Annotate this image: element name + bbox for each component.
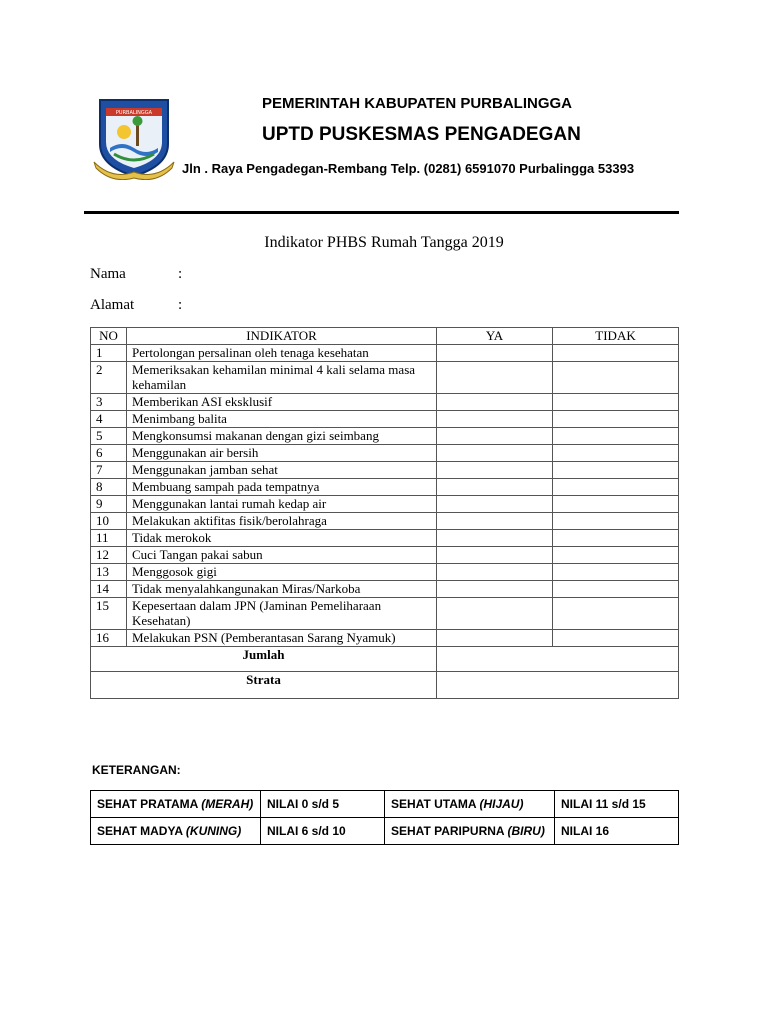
row-no: 15 (91, 598, 127, 630)
cell-tidak[interactable] (553, 411, 679, 428)
cell-ya[interactable] (437, 564, 553, 581)
cell-tidak[interactable] (553, 530, 679, 547)
legend-title: KETERANGAN: (92, 763, 181, 777)
row-no: 9 (91, 496, 127, 513)
cell-tidak[interactable] (553, 630, 679, 647)
legend-name: SEHAT MADYA (97, 824, 183, 838)
row-indikator: Tidak merokok (127, 530, 437, 547)
row-no: 5 (91, 428, 127, 445)
legend-name: SEHAT PRATAMA (97, 797, 198, 811)
strata-label: Strata (91, 672, 437, 699)
row-no: 2 (91, 362, 127, 394)
row-indikator: Membuang sampah pada tempatnya (127, 479, 437, 496)
row-no: 7 (91, 462, 127, 479)
cell-ya[interactable] (437, 462, 553, 479)
row-indikator: Tidak menyalahkangunakan Miras/Narkoba (127, 581, 437, 598)
row-no: 13 (91, 564, 127, 581)
cell-ya[interactable] (437, 428, 553, 445)
regency-logo (92, 96, 176, 180)
organization-name: UPTD PUSKESMAS PENGADEGAN (262, 124, 581, 145)
table-row (91, 462, 679, 479)
organization-address: Jln . Raya Pengadegan-Rembang Telp. (0281) 6591070 Purbalingga 53393 (182, 161, 635, 176)
cell-ya[interactable] (437, 445, 553, 462)
row-no: 16 (91, 630, 127, 647)
legend-name: SEHAT PARIPURNA (391, 824, 505, 838)
cell-tidak[interactable] (553, 362, 679, 394)
row-indikator: Cuci Tangan pakai sabun (127, 547, 437, 564)
header-divider (84, 211, 679, 214)
legend-value: NILAI 11 s/d 15 (555, 791, 679, 818)
cell-ya[interactable] (437, 394, 553, 411)
field-nama-separator: : (178, 266, 183, 282)
row-indikator: Menggosok gigi (127, 564, 437, 581)
table-row (91, 411, 679, 428)
table-row (91, 479, 679, 496)
row-no: 10 (91, 513, 127, 530)
cell-ya[interactable] (437, 345, 553, 362)
row-no: 4 (91, 411, 127, 428)
row-no: 12 (91, 547, 127, 564)
row-indikator: Memeriksakan kehamilan minimal 4 kali selama masa kehamilan (127, 362, 437, 394)
cell-tidak[interactable] (553, 581, 679, 598)
strata-value[interactable] (437, 672, 679, 699)
row-no: 1 (91, 345, 127, 362)
header-indikator: INDIKATOR (127, 328, 437, 345)
indicator-table (90, 327, 679, 699)
header-no: NO (91, 328, 127, 345)
row-no: 11 (91, 530, 127, 547)
cell-ya[interactable] (437, 598, 553, 630)
cell-ya[interactable] (437, 411, 553, 428)
legend-item-sehat-madya (91, 818, 261, 845)
table-row (91, 530, 679, 547)
table-row (91, 630, 679, 647)
row-no: 6 (91, 445, 127, 462)
legend-value: NILAI 0 s/d 5 (261, 791, 385, 818)
legend-table (90, 790, 679, 845)
legend-color: (HIJAU) (479, 797, 524, 811)
table-row (91, 581, 679, 598)
table-row (91, 345, 679, 362)
row-indikator: Menggunakan air bersih (127, 445, 437, 462)
cell-tidak[interactable] (553, 547, 679, 564)
field-nama-label: Nama (90, 266, 126, 282)
table-row (91, 394, 679, 411)
table-row (91, 362, 679, 394)
row-indikator: Melakukan aktifitas fisik/berolahraga (127, 513, 437, 530)
logo-text: PURBALINGGA (115, 110, 153, 116)
table-row (91, 445, 679, 462)
table-row (91, 564, 679, 581)
table-row (91, 547, 679, 564)
field-alamat (90, 297, 182, 314)
legend-color: (KUNING) (185, 824, 242, 838)
cell-ya[interactable] (437, 479, 553, 496)
row-indikator: Pertolongan persalinan oleh tenaga kesehatan (127, 345, 437, 362)
legend-row (91, 818, 679, 845)
cell-tidak[interactable] (553, 428, 679, 445)
cell-ya[interactable] (437, 581, 553, 598)
table-header-row (91, 328, 679, 345)
row-indikator: Kepesertaan dalam JPN (Jaminan Pemeliharaan Kesehatan) (127, 598, 437, 630)
field-alamat-label: Alamat (90, 297, 135, 313)
cell-ya[interactable] (437, 513, 553, 530)
cell-ya[interactable] (437, 547, 553, 564)
legend-value: NILAI 16 (555, 818, 679, 845)
legend-color: (BIRU) (507, 824, 545, 838)
cell-tidak[interactable] (553, 394, 679, 411)
cell-tidak[interactable] (553, 564, 679, 581)
cell-tidak[interactable] (553, 479, 679, 496)
legend-color: (MERAH) (201, 797, 254, 811)
table-row (91, 598, 679, 630)
field-nama (90, 266, 182, 283)
row-indikator: Memberikan ASI eksklusif (127, 394, 437, 411)
legend-item-sehat-pratama (91, 791, 261, 818)
legend-row (91, 791, 679, 818)
cell-tidak[interactable] (553, 513, 679, 530)
jumlah-value[interactable] (437, 647, 679, 672)
row-indikator: Menggunakan lantai rumah kedap air (127, 496, 437, 513)
strata-row (91, 672, 679, 699)
cell-ya[interactable] (437, 362, 553, 394)
table-row (91, 428, 679, 445)
row-indikator: Menggunakan jamban sehat (127, 462, 437, 479)
cell-tidak[interactable] (553, 462, 679, 479)
legend-value: NILAI 6 s/d 10 (261, 818, 385, 845)
jumlah-label: Jumlah (91, 647, 437, 672)
header-ya: YA (437, 328, 553, 345)
field-alamat-separator: : (178, 297, 183, 313)
form-title: Indikator PHBS Rumah Tangga 2019 (264, 234, 504, 251)
legend-name: SEHAT UTAMA (391, 797, 477, 811)
legend-item-sehat-utama (385, 791, 555, 818)
table-row (91, 513, 679, 530)
government-name: PEMERINTAH KABUPATEN PURBALINGGA (262, 95, 572, 112)
cell-tidak[interactable] (553, 598, 679, 630)
row-indikator: Melakukan PSN (Pemberantasan Sarang Nyamuk) (127, 630, 437, 647)
row-no: 8 (91, 479, 127, 496)
row-indikator: Mengkonsumsi makanan dengan gizi seimbang (127, 428, 437, 445)
cell-tidak[interactable] (553, 345, 679, 362)
row-indikator: Menimbang balita (127, 411, 437, 428)
cell-ya[interactable] (437, 530, 553, 547)
row-no: 3 (91, 394, 127, 411)
cell-ya[interactable] (437, 630, 553, 647)
row-no: 14 (91, 581, 127, 598)
header-tidak: TIDAK (553, 328, 679, 345)
cell-tidak[interactable] (553, 496, 679, 513)
cell-ya[interactable] (437, 496, 553, 513)
cell-tidak[interactable] (553, 445, 679, 462)
table-row (91, 496, 679, 513)
jumlah-row (91, 647, 679, 672)
legend-item-sehat-paripurna (385, 818, 555, 845)
